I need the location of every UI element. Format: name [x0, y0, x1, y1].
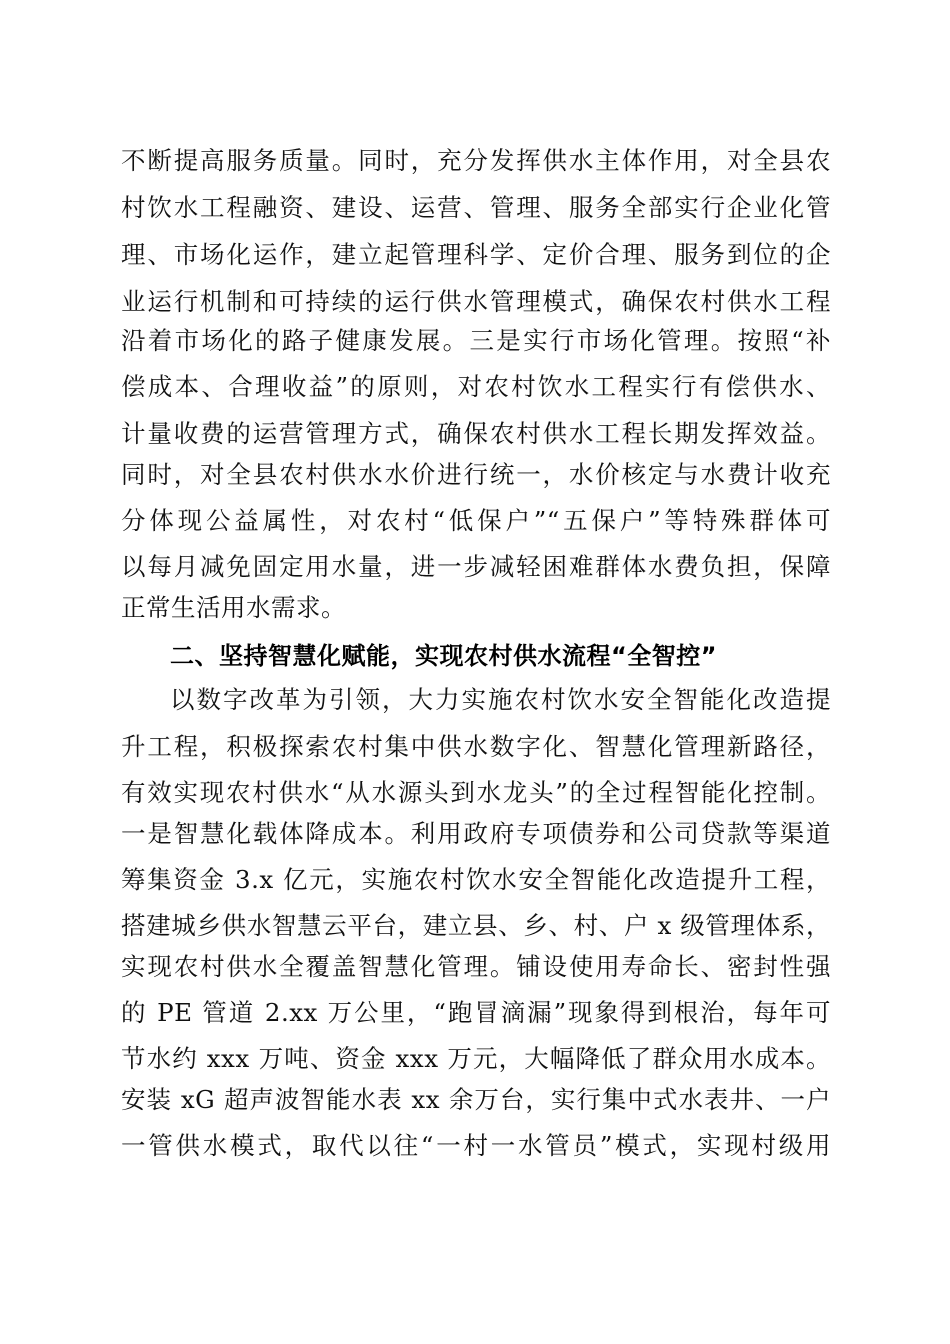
text-line: 偿成本、合理收益”的原则，对农村饮水工程实行有偿供水、 — [121, 372, 831, 401]
text-line: 村饮水工程融资、建设、运营、管理、服务全部实行企业化管 — [121, 193, 831, 222]
text-line: 计量收费的运营管理方式，确保农村供水工程长期发挥效益。 — [121, 419, 831, 448]
text-line: 正常生活用水需求。 — [121, 593, 346, 622]
text-line: 实现农村供水全覆盖智慧化管理。铺设使用寿命长、密封性强 — [121, 952, 831, 981]
text-line: 沿着市场化的路子健康发展。三是实行市场化管理。按照“补 — [121, 326, 831, 355]
text-line: 以每月减免固定用水量，进一步减轻困难群体水费负担，保障 — [121, 552, 831, 581]
text-line: 以数字改革为引领，大力实施农村饮水安全智能化改造提 — [170, 685, 831, 714]
section-heading: 二、坚持智慧化赋能，实现农村供水流程“全智控” — [170, 642, 718, 670]
text-line: 业运行机制和可持续的运行供水管理模式，确保农村供水工程 — [121, 287, 831, 316]
text-line: 的 PE 管道 2.xx 万公里，“跑冒滴漏”现象得到根治，每年可 — [121, 998, 831, 1027]
text-line: 一是智慧化载体降成本。利用政府专项债券和公司贷款等渠道 — [121, 819, 831, 848]
text-line: 不断提高服务质量。同时，充分发挥供水主体作用，对全县农 — [121, 146, 831, 175]
text-line: 节水约 xxx 万吨、资金 xxx 万元，大幅降低了群众用水成本。 — [121, 1044, 831, 1073]
text-line: 升工程，积极探索农村集中供水数字化、智慧化管理新路径， — [121, 732, 831, 761]
text-line: 安装 xG 超声波智能水表 xx 余万台，实行集中式水表井、一户 — [121, 1085, 831, 1114]
text-line: 分体现公益属性，对农村“低保户”“五保户”等特殊群体可 — [121, 506, 831, 535]
text-line: 有效实现农村供水“从水源头到水龙头”的全过程智能化控制。 — [121, 778, 831, 807]
text-line: 同时，对全县农村供水水价进行统一，水价核定与水费计收充 — [121, 460, 831, 489]
text-line: 理、市场化运作，建立起管理科学、定价合理、服务到位的企 — [121, 240, 831, 269]
text-line: 筹集资金 3.x 亿元，实施农村饮水安全智能化改造提升工程， — [121, 865, 831, 894]
text-line: 一管供水模式，取代以往“一村一水管员”模式，实现村级用 — [121, 1131, 831, 1160]
text-line: 搭建城乡供水智慧云平台，建立县、乡、村、户 x 级管理体系， — [121, 911, 831, 940]
